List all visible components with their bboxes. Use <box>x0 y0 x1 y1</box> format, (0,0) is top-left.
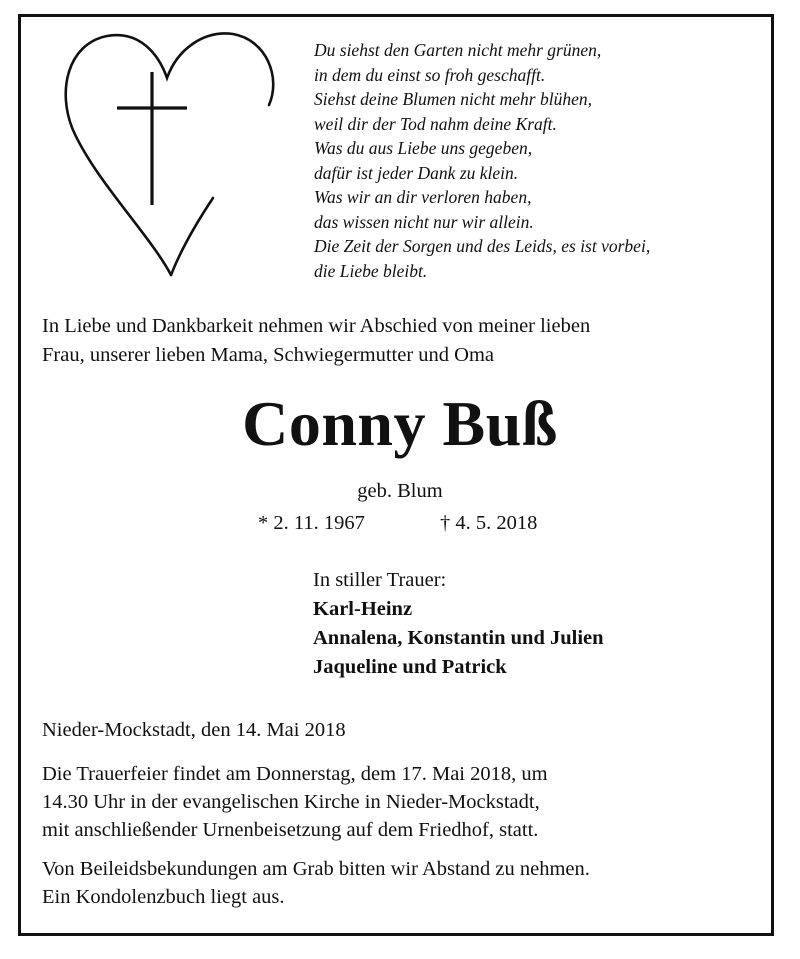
intro-text <box>42 312 772 370</box>
poem-line: das wissen nicht nur wir allein. <box>314 211 534 232</box>
poem-line: die Liebe bleibt. <box>314 260 428 281</box>
deceased-name: Conny Buß <box>242 388 558 459</box>
ceremony-info <box>42 760 772 844</box>
mourners <box>313 566 753 682</box>
poem <box>314 38 774 283</box>
notice-line: Von Beileidsbekundungen am Grab bitten wir Abstand zu nehmen. <box>42 858 590 880</box>
poem-line: Die Zeit der Sorgen und des Leids, es ist vorbei, <box>314 236 651 256</box>
poem-line: Was du aus Liebe uns gegeben, <box>314 138 533 158</box>
ceremony-line: mit anschließender Urnenbeisetzung auf dem Friedhof, statt. <box>42 819 539 841</box>
mourners-heading: In stiller Trauer: <box>313 569 447 591</box>
poem-line: dafür ist jeder Dank zu klein. <box>314 162 519 183</box>
condolence-notice <box>42 855 772 911</box>
intro-line: In Liebe und Dankbarkeit nehmen wir Abschied von meiner lieben <box>42 315 591 337</box>
poem-line: in dem du einst so froh geschafft. <box>314 64 546 85</box>
notice-line: Ein Kondolenzbuch liegt aus. <box>42 886 285 908</box>
ceremony-line: 14.30 Uhr in der evangelischen Kirche in Nieder-Mockstadt, <box>42 791 540 813</box>
poem-line: Du siehst den Garten nicht mehr grünen, <box>314 40 602 60</box>
mourner-name: Jaqueline und Patrick <box>313 656 507 678</box>
ceremony-line: Die Trauerfeier findet am Donnerstag, dem 17. Mai 2018, um <box>42 763 548 785</box>
birth-date: * 2. 11. 1967 <box>258 512 365 534</box>
place-date: Nieder-Mockstadt, den 14. Mai 2018 <box>42 719 346 741</box>
death-date: † 4. 5. 2018 <box>440 512 538 534</box>
mourner-name: Karl-Heinz <box>313 598 413 620</box>
poem-line: Siehst deine Blumen nicht mehr blühen, <box>314 89 592 109</box>
mourner-name: Annalena, Konstantin und Julien <box>313 627 604 649</box>
intro-line: Frau, unserer lieben Mama, Schwiegermutter und Oma <box>42 344 495 366</box>
heart-with-cross-icon <box>55 30 285 285</box>
poem-line: weil dir der Tod nahm deine Kraft. <box>314 113 557 134</box>
birth-name: geb. Blum <box>357 480 443 502</box>
poem-line: Was wir an dir verloren haben, <box>314 187 532 207</box>
